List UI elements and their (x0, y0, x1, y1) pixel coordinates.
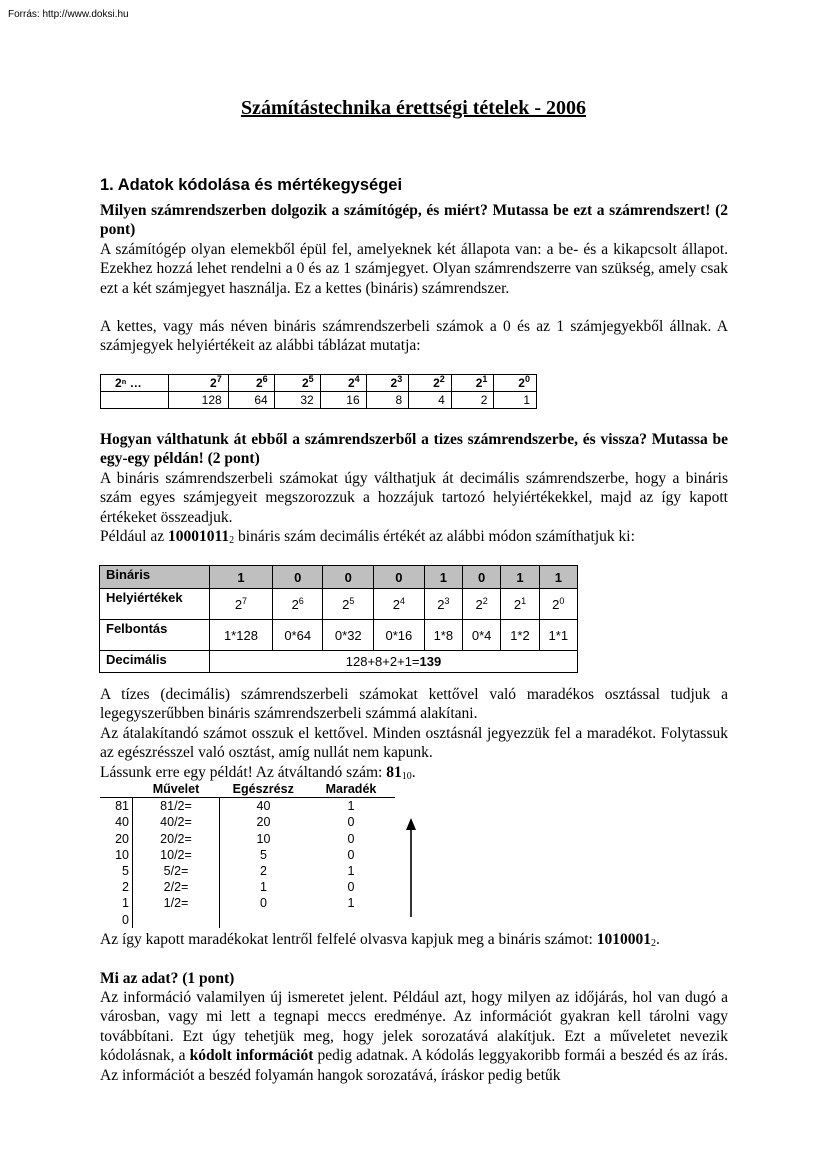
place-value-exp: $2^1$ (451, 375, 494, 392)
read-upward-arrow-icon (404, 818, 418, 918)
division-row: 0 (100, 912, 395, 928)
question-3 (100, 969, 728, 988)
paragraph-9: Az információ valamilyen új ismeretet jelent. Például azt, hogy milyen az időjárás, hol van dugó a városban, vagy mi lett a tegnapi meccs eredménye. Az információt gyakran kell tárolni vagy továbbítani. Ezt úgy tehetjük meg, hogy jelek sorozatává alakítjuk. Ezt a műveletet nevezik kódolásnak, a kódolt információt pedig adatnak. A kódolás leggyakoribb formái a beszéd és az írás. Az információt a beszéd folyamán hangok sorozatává, íráskor pedig betűk (100, 989, 728, 1084)
question-1-text: Milyen számrendszerben dolgozik a számítógép, és miért? Mutassa be ezt a számrendszert! (2 pont) (100, 202, 728, 239)
product-cell: 0*64 (272, 620, 323, 651)
place-value-cell: $2^6$ (272, 589, 323, 620)
row-label-decimal: Decimális (100, 651, 210, 673)
source-url: Forrás: http://www.doksi.hu (8, 9, 129, 20)
place-value-value: 64 (228, 392, 274, 409)
place-value-head-label: 2ⁿ … (101, 375, 169, 392)
place-value-value: 8 (366, 392, 409, 409)
place-value-value: 128 (169, 392, 229, 409)
place-value-exp: $2^5$ (274, 375, 320, 392)
division-header-operation: Művelet (133, 781, 220, 798)
paragraph-2: A kettes, vagy más néven bináris számrendszerbeli számok a 0 és az 1 számjegyekből állnak. A számjegyek helyiértékeit az alábbi táblázat mutatja: (100, 318, 728, 355)
binary-digit: 1 (539, 566, 577, 589)
division-row: 20 20/2= 10 0 (100, 831, 395, 847)
place-value-cell: $2^7$ (210, 589, 273, 620)
row-label-breakdown: Felbontás (100, 620, 210, 651)
row-label-place-values: Helyiértékek (100, 589, 210, 620)
question-1 (100, 201, 728, 240)
coded-information-term: kódolt információt (189, 1047, 314, 1065)
place-value-exp: $2^7$ (169, 375, 229, 392)
place-value-cell: $2^1$ (501, 589, 539, 620)
paragraph-6: Az átalakítandó számot osszuk el kettővel. Minden osztásnál jegyezzük fel a maradékot. Folytassuk az egészrésszel való osztást, amíg nullát nem kapunk. (100, 725, 728, 762)
product-cell: 1*128 (210, 620, 273, 651)
division-header-blank (100, 781, 133, 798)
division-row: 1 1/2= 0 1 (100, 895, 395, 911)
product-cell: 1*8 (424, 620, 462, 651)
place-value-cell: $2^0$ (539, 589, 577, 620)
place-value-exp: $2^3$ (366, 375, 409, 392)
product-cell: 1*2 (501, 620, 539, 651)
question-3-text: Mi az adat? (1 pont) (100, 970, 235, 987)
paragraph-1: A számítógép olyan elemekből épül fel, amelyeknek két állapota van: a be- és a kikapcsolt állapot. Ezekhez hozzá lehet rendelni a 0 és az 1 számjegyet. Olyan számrendszerre van szükség, amely csak ezt a két számjegyet használja. Ez a kettes (bináris) számrendszer. (100, 241, 728, 297)
page-title: Számítástechnika érettségi tételek - 2006 (240, 97, 587, 119)
paragraph-8: Az így kapott maradékokat lentről felfelé olvasva kapjuk meg a bináris számot: $1010001_2$. (100, 931, 660, 949)
paragraph-7: Lássunk erre egy példát! Az átváltandó szám: $81_{10}$. (100, 764, 416, 782)
binary-digit: 0 (374, 566, 425, 589)
paragraph-5: A tízes (decimális) számrendszerbeli számokat kettővel való maradékos osztással tudjuk a legegyszerűbben bináris számrendszerbeli számmá alakítani. (100, 686, 728, 723)
place-value-cell: $2^3$ (424, 589, 462, 620)
row-label-binary: Bináris (100, 566, 210, 589)
question-2-text: Hogyan válthatunk át ebből a számrendszerből a tizes számrendszerbe, és vissza? Mutassa be egy-egy példán! (2 pont) (100, 431, 728, 468)
binary-digit: 1 (424, 566, 462, 589)
place-value-exp: $2^6$ (228, 375, 274, 392)
place-value-cell: $2^4$ (374, 589, 425, 620)
binary-digit: 0 (323, 566, 374, 589)
place-value-exp: $2^0$ (494, 375, 537, 392)
place-value-cell: $2^5$ (323, 589, 374, 620)
place-value-value: 1 (494, 392, 537, 409)
binary-digit: 1 (210, 566, 273, 589)
product-cell: 0*16 (374, 620, 425, 651)
place-value-table (100, 374, 537, 409)
product-cell: 0*32 (323, 620, 374, 651)
paragraph-4: Például az $10001011_2$ bináris szám decimális értékét az alábbi módon számíthatjuk ki: (100, 528, 635, 546)
binary-result: 1010001 (596, 931, 651, 948)
division-table (100, 781, 395, 928)
binary-digit: 1 (501, 566, 539, 589)
division-row: 2 2/2= 1 0 (100, 879, 395, 895)
place-value-cell: $2^2$ (462, 589, 500, 620)
place-value-exp: $2^4$ (320, 375, 366, 392)
binary-example: 10001011 (168, 528, 230, 545)
place-value-value: 16 (320, 392, 366, 409)
place-value-exp: $2^2$ (409, 375, 452, 392)
division-row: 81 81/2= 40 1 (100, 798, 395, 815)
section-heading: 1. Adatok kódolása és mértékegységei (100, 176, 403, 194)
binary-digit: 0 (272, 566, 323, 589)
binary-conversion-table (99, 565, 578, 673)
product-cell: 1*1 (539, 620, 577, 651)
paragraph-3: A bináris számrendszerbeli számokat úgy válthatjuk át decimális számrendszerbe, hogy a bináris szám egyes számjegyeit megszorozzuk a hozzájuk tartozó helyiértékekkel, majd az így kapott értékeket összeadjuk. (100, 470, 728, 526)
place-value-blank (101, 392, 169, 409)
question-2 (100, 430, 728, 469)
decimal-result: 139 (419, 654, 442, 669)
division-row: 10 10/2= 5 0 (100, 847, 395, 863)
place-value-value: 32 (274, 392, 320, 409)
decimal-sum: 128+8+2+1=139 (210, 651, 578, 673)
place-value-value: 2 (451, 392, 494, 409)
place-value-value: 4 (409, 392, 452, 409)
division-row: 40 40/2= 20 0 (100, 814, 395, 830)
decimal-example: 81 (386, 764, 402, 781)
product-cell: 0*4 (462, 620, 500, 651)
division-header-quotient: Egészrész (220, 781, 308, 798)
binary-digit: 0 (462, 566, 500, 589)
division-header-remainder: Maradék (307, 781, 395, 798)
division-row: 5 5/2= 2 1 (100, 863, 395, 879)
